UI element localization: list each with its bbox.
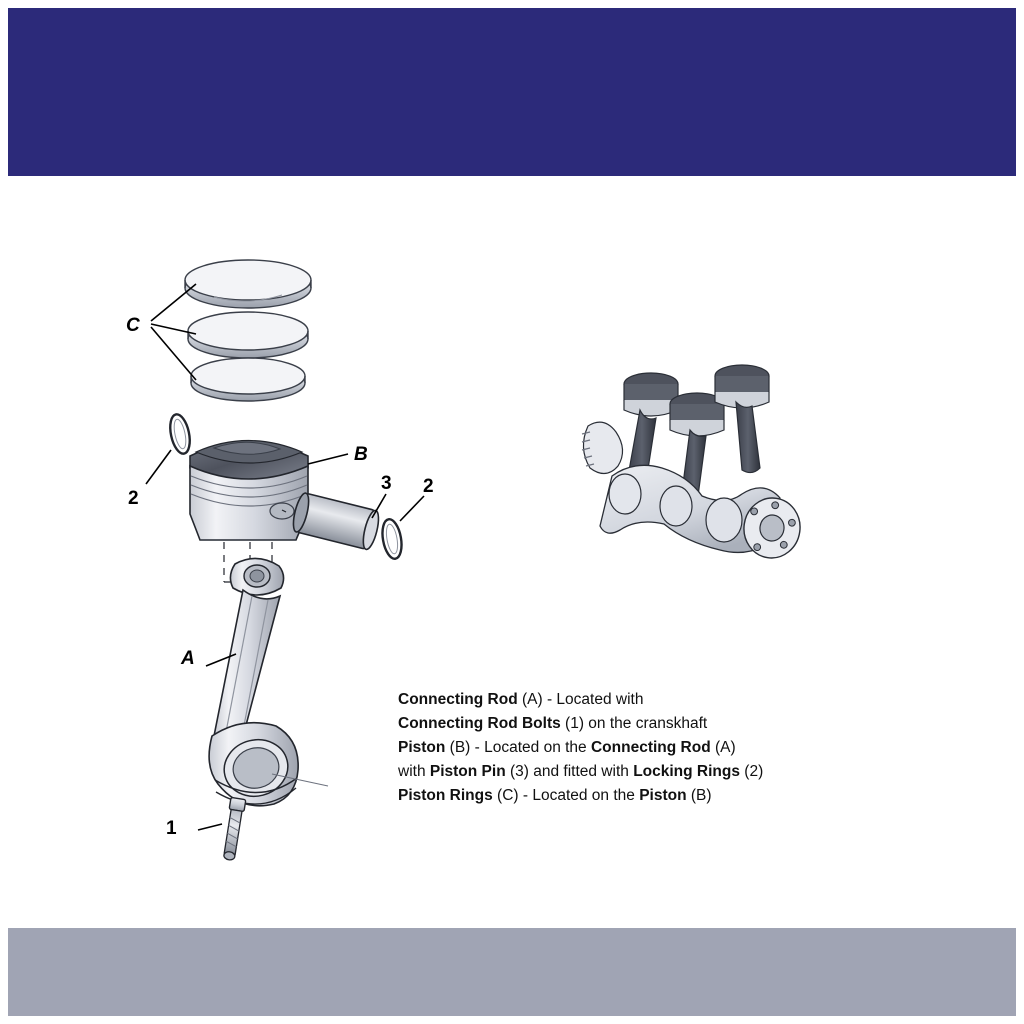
- caption-line-3: [398, 736, 868, 760]
- caption-term: Connecting Rod: [398, 691, 518, 708]
- crankshaft-assembly-inset: [582, 365, 804, 562]
- callout-3: 3: [381, 473, 392, 494]
- caption-block: [398, 688, 868, 808]
- caption-term: Locking Rings: [633, 763, 740, 780]
- caption-term: Connecting Rod Bolts: [398, 715, 561, 732]
- piston-ring-1: [185, 260, 311, 308]
- piston-ring-2: [188, 312, 308, 358]
- caption-text: (A): [710, 739, 736, 756]
- caption-line-5: [398, 784, 868, 808]
- caption-term: Piston Rings: [398, 787, 493, 804]
- exploded-view-diagram: [0, 176, 1024, 928]
- caption-term: Piston: [398, 739, 446, 756]
- connecting-rod: [206, 558, 328, 805]
- bottom-banner: [8, 928, 1016, 1016]
- caption-term: Connecting Rod: [590, 739, 711, 756]
- caption-text: (B): [686, 787, 712, 804]
- connecting-rod-bolt: [198, 797, 246, 861]
- callout-2-left: 2: [128, 488, 139, 509]
- locking-ring-right: [380, 496, 424, 560]
- caption-text: (C) - Located on the: [492, 787, 640, 804]
- caption-term: Piston Pin: [429, 763, 506, 780]
- callout-B: B: [354, 444, 368, 465]
- caption-line-1: [398, 688, 868, 712]
- callout-1: 1: [166, 818, 177, 839]
- caption-text: (1) on the cranskhaft: [560, 715, 708, 732]
- caption-text: (B) - Located on the: [445, 739, 591, 756]
- locking-ring-left: [146, 413, 193, 484]
- caption-text: (2): [739, 763, 764, 780]
- caption-text: with: [398, 763, 430, 780]
- callout-2-right: 2: [423, 476, 434, 497]
- piston-ring-3: [191, 358, 305, 401]
- callout-C: C: [126, 315, 140, 336]
- caption-line-4: [398, 760, 868, 784]
- caption-term: Piston: [639, 787, 687, 804]
- callout-A: A: [181, 648, 195, 669]
- piston-rings-group: [151, 260, 311, 401]
- caption-line-2: [398, 712, 868, 736]
- caption-text: (A) - Located with: [517, 691, 644, 708]
- top-banner: [8, 8, 1016, 176]
- caption-text: (3) and fitted with: [505, 763, 634, 780]
